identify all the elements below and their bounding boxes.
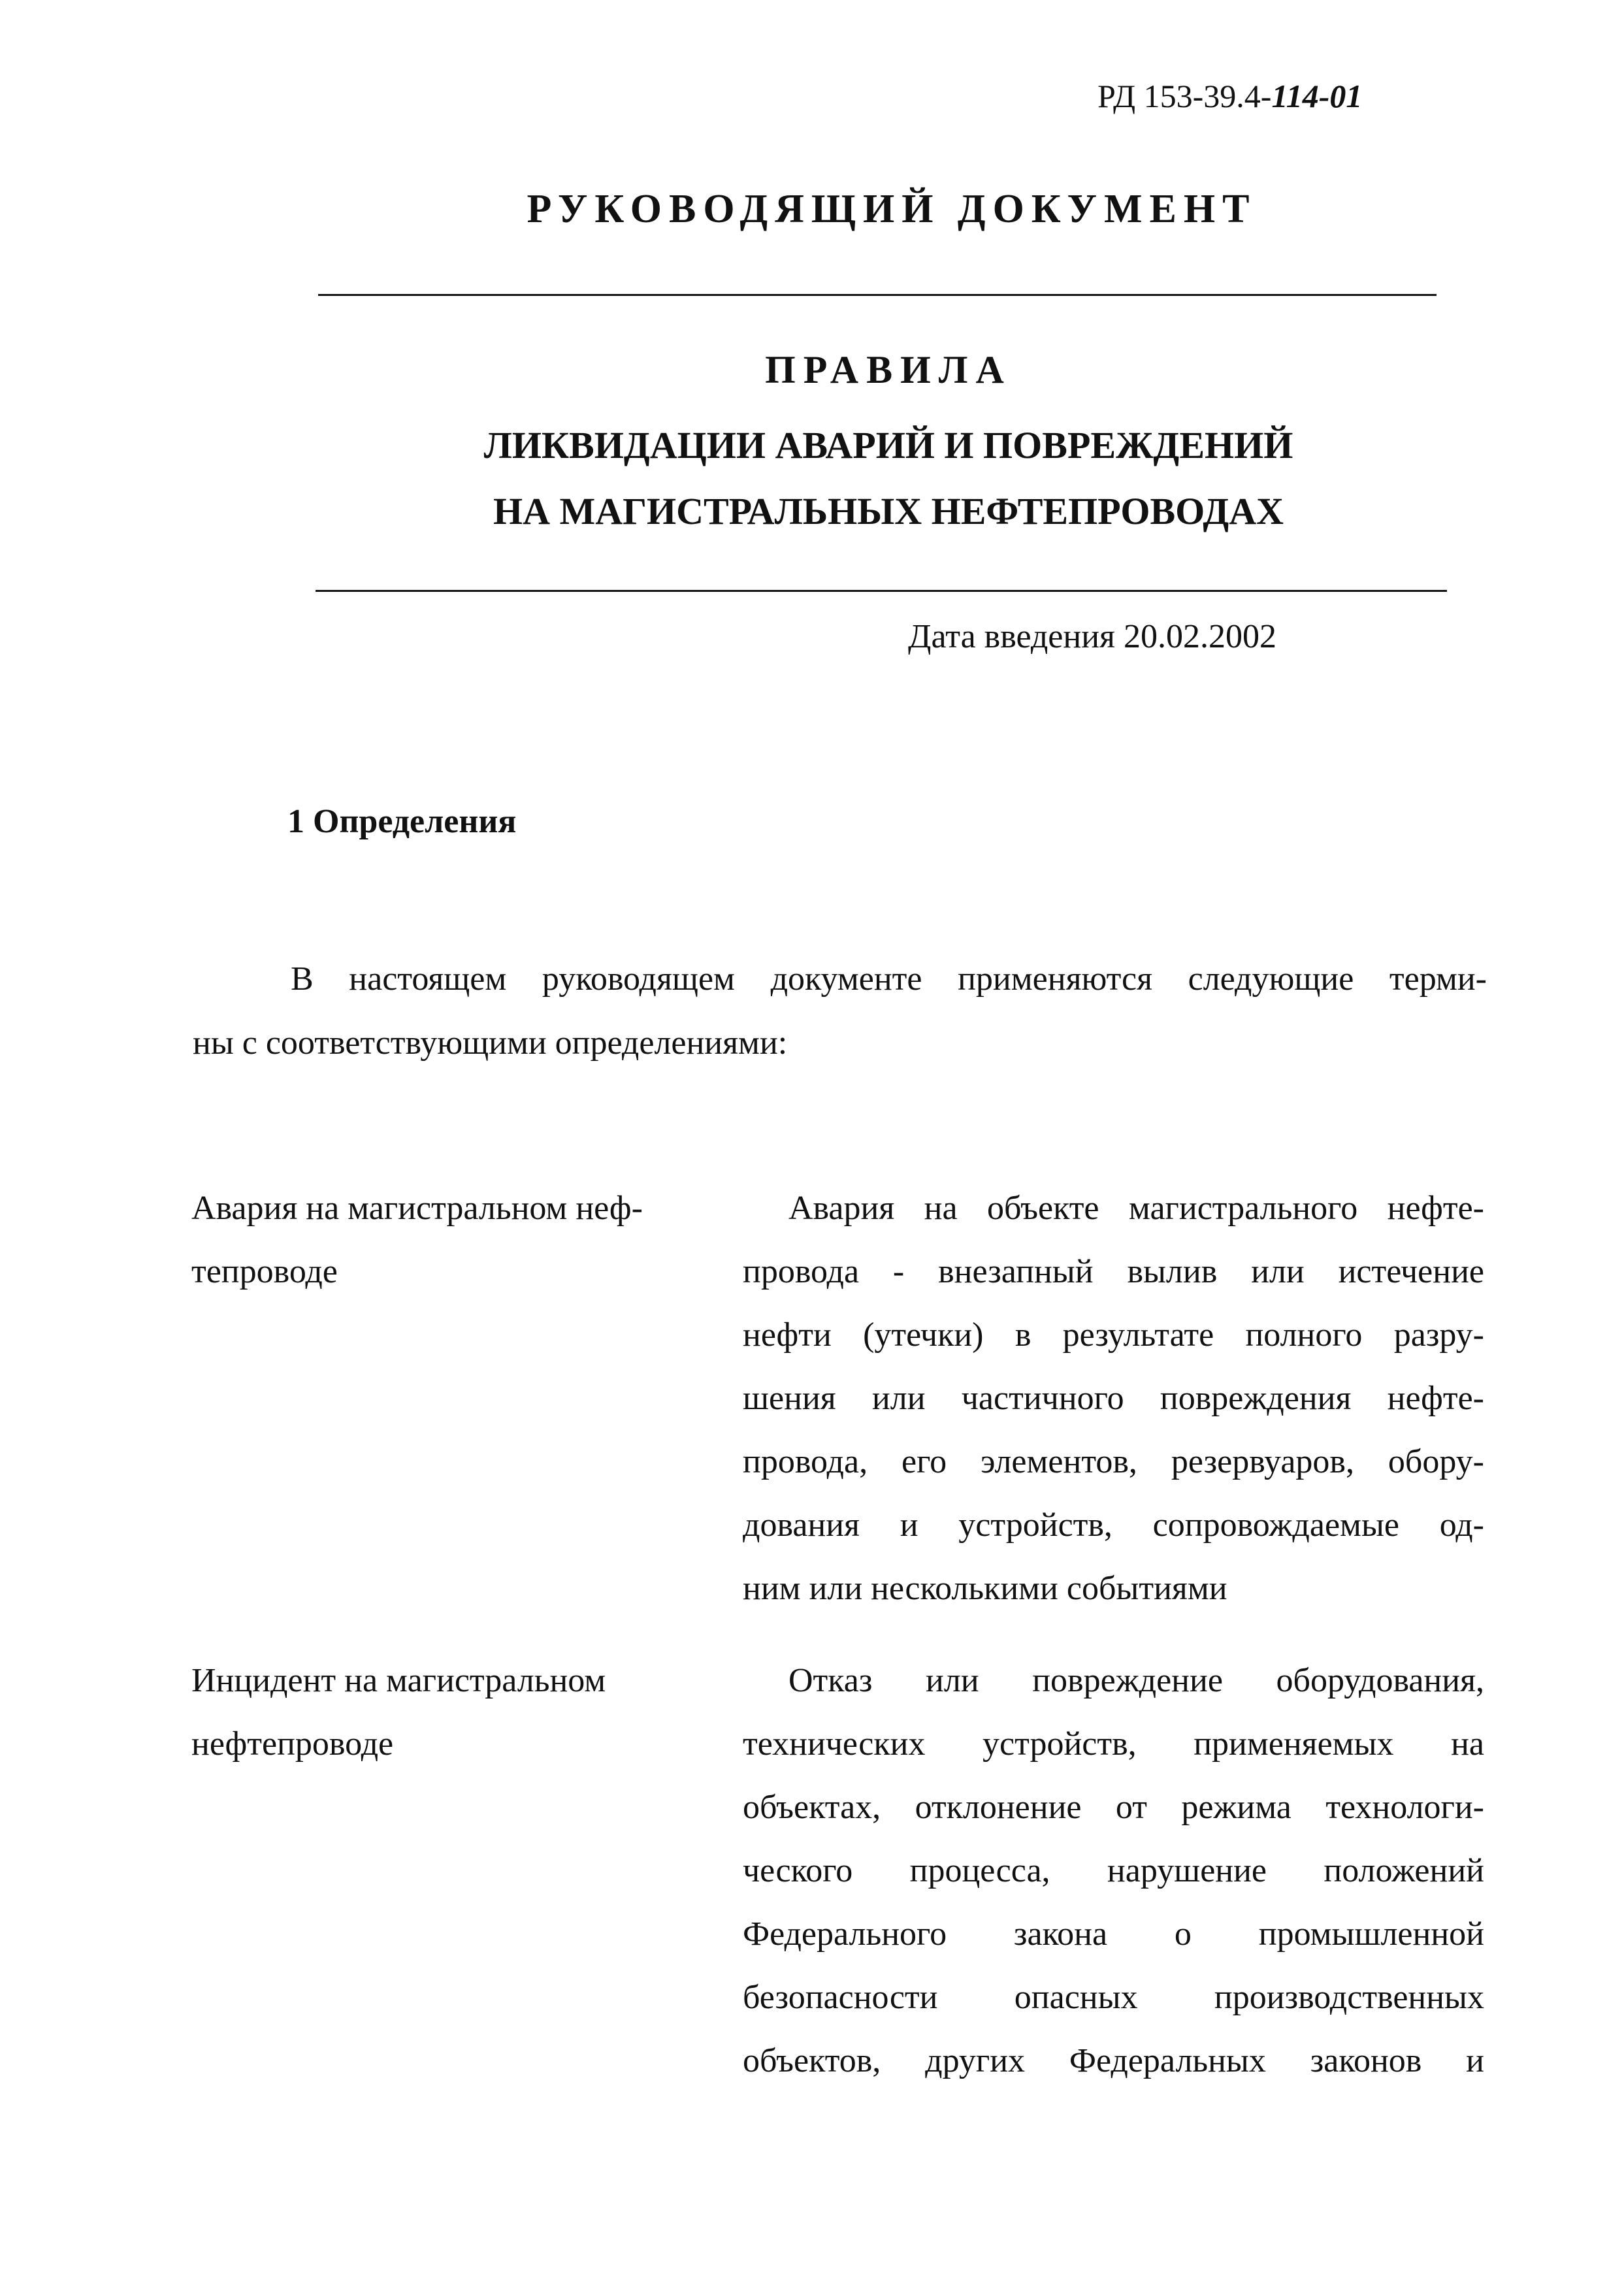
definition-line: провода, его элементов, резервуаров, обору-: [743, 1443, 1484, 1480]
definition-line: нефти (утечки) в результате полного разру-: [743, 1316, 1484, 1354]
paragraph-line: В настоящем руководящем документе применяются следующие терми-: [291, 960, 1487, 998]
title-line-1: ЛИКВИДАЦИИ АВАРИЙ И ПОВРЕЖДЕНИЙ: [483, 424, 1293, 466]
document-code-printed: РД 153-39.4-: [1097, 78, 1272, 114]
term-line: Инцидент на магистральном: [191, 1662, 606, 1699]
document-code-handwritten: 114-01: [1271, 78, 1363, 114]
definition-line: Федерального закона о промышленной: [743, 1915, 1484, 1953]
definition-term: [191, 1177, 727, 1303]
definition-line: ним или несколькими событиями: [743, 1570, 1227, 1607]
document-code: [1097, 77, 1362, 115]
section-intro-paragraph: [193, 947, 1487, 1075]
definition-line: безопасности опасных производственных: [743, 1979, 1484, 2016]
introduction-date: Дата введения 20.02.2002: [908, 618, 1276, 655]
term-line: тепроводе: [191, 1253, 338, 1290]
definition-text: [743, 1649, 1484, 2092]
definition-term: [191, 1649, 727, 1776]
title-main: ПРАВИЛА: [765, 348, 1012, 391]
definition-line: технических устройств, применяемых на: [743, 1725, 1484, 1763]
definition-line: провода - внезапный вылив или истечение: [743, 1253, 1484, 1290]
definition-line: ческого процесса, нарушение положений: [743, 1852, 1484, 1889]
divider-top: [318, 294, 1437, 296]
section-heading: 1 Определения: [287, 803, 517, 840]
definition-line: дования и устройств, сопровождаемые од-: [743, 1506, 1484, 1544]
document-type-heading: РУКОВОДЯЩИЙ ДОКУМЕНТ: [527, 187, 1257, 231]
definition-line: объектах, отклонение от режима технологи-: [743, 1789, 1484, 1826]
term-line: Авария на магистральном неф-: [191, 1190, 643, 1227]
term-line: нефтепроводе: [191, 1725, 394, 1763]
title-line-2: НА МАГИСТРАЛЬНЫХ НЕФТЕПРОВОДАХ: [493, 490, 1284, 532]
definition-line: объектов, других Федеральных законов и: [743, 2042, 1484, 2079]
definition-line: Авария на объекте магистрального нефте-: [788, 1190, 1484, 1227]
divider-bottom: [316, 590, 1447, 592]
definition-line: шения или частичного повреждения нефте-: [743, 1380, 1484, 1417]
definition-line: Отказ или повреждение оборудования,: [788, 1662, 1484, 1699]
definition-text: [743, 1177, 1484, 1620]
paragraph-line: ны с соответствующими определениями:: [193, 1024, 788, 1062]
